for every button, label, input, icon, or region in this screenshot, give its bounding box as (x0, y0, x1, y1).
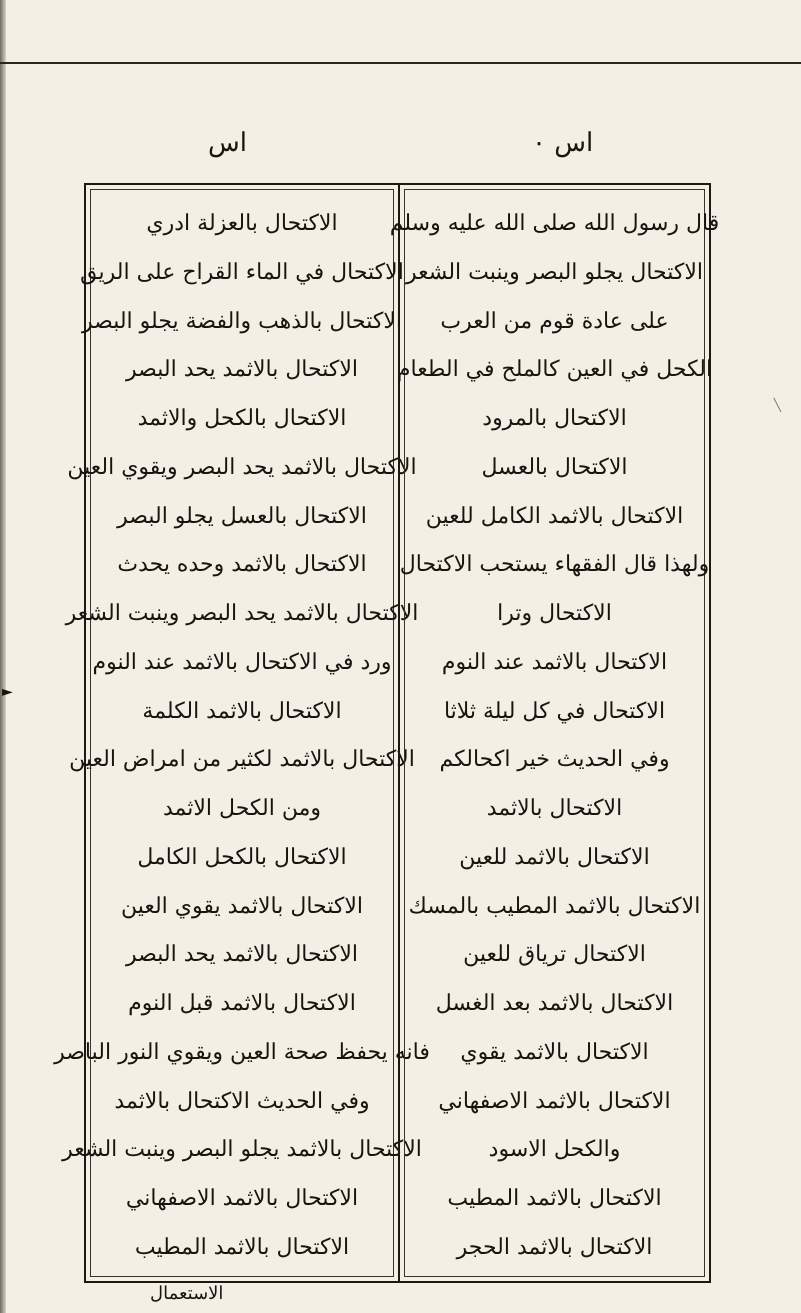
right-column-line: الاكتحال بالاثمد يقوي (460, 1039, 649, 1065)
left-column-line: الاكتحال في الماء القراح على الريق (80, 259, 404, 285)
right-column-line: الاكتحال بالاثمد الحجر (456, 1234, 653, 1260)
left-column-line: الاكتحال بالاثمد يحد البصر (126, 357, 358, 383)
right-column-line: الاكتحال في كل ليلة ثلاثا (443, 698, 666, 724)
left-column-line: الاكتحال بالاثمد الاصفهاني (125, 1186, 359, 1211)
right-column-lines (389, 204, 720, 1268)
right-column-line: وفي الحديث خير اكحالكم (439, 747, 670, 773)
margin-tick-mark: ╲ (773, 398, 781, 412)
right-column-line: الاكتحال بالاثمد عند النوم (441, 649, 668, 675)
left-column-line: الاكتحال بالعزلة ادري (146, 211, 338, 236)
left-column-line: الاكتحال بالاثمد الكلمة (142, 698, 342, 724)
margin-pointer-mark: ► (2, 684, 13, 700)
left-column-line: فانه يحفظ صحة العين ويقوي النور الباصر (54, 1039, 430, 1065)
left-column-line: الاكتحال بالاثمد يحد البصر ويقوي العين (67, 454, 417, 480)
right-column-line: الاكتحال بالاثمد الاصفهاني (438, 1088, 671, 1114)
left-column-lines (54, 204, 430, 1268)
right-column-line: الاكتحال يجلو البصر وينبت الشعر (405, 259, 704, 285)
left-column-line: الاكتحال بالاثمد يحد البصر وينبت الشعر (65, 601, 419, 626)
left-column-line: الاكتحال بالاثمد قبل النوم (128, 991, 356, 1016)
right-column-line: الاكتحال ترياق للعين (463, 942, 646, 968)
right-column-line: الاكتحال بالاثمد للعين (459, 844, 650, 870)
left-column-line: الاكتحال بالكحل الكامل (137, 844, 347, 870)
left-column-line: ومن الكحل الاثمد (162, 796, 322, 821)
left-column-line: الاكتحال بالاثمد وحده يحدث (117, 552, 367, 578)
left-column-line: الاكتحال بالاثمد يحد البصر (126, 942, 358, 968)
right-column-line: الاكتحال بالاثمد بعد الغسل (435, 991, 674, 1016)
left-column-line: الاكتحال بالاثمد يقوي العين (120, 893, 364, 919)
left-column-line: الاكتحال بالاثمد يجلو البصر وينبت الشعر (62, 1137, 422, 1163)
page-edge-shadow (0, 0, 6, 1313)
right-text-column (389, 183, 720, 1283)
right-column-line: الاكتحال بالاثمد المطيب (447, 1186, 662, 1211)
left-column-line: الاكتحال بالاثمد لكثير من امراض العين (69, 747, 415, 773)
left-column-line: وفي الحديث الاكتحال بالاثمد (114, 1088, 370, 1114)
right-column-line: قال رسول الله صلى الله عليه وسلم (389, 211, 720, 236)
right-column-inner-border (389, 189, 720, 1277)
left-column-line: الاكتحال بالكحل والاثمد (137, 406, 347, 431)
right-column-line: الاكتحال بالاثمد المطيب بالمسك (408, 893, 701, 919)
left-column-line: الاكتحال بالذهب والفضة يجلو البصر (82, 308, 402, 334)
left-column-line: الاكتحال بالعسل يجلو البصر (117, 503, 367, 529)
left-column-line: الاكتحال بالاثمد المطيب (134, 1234, 350, 1260)
left-column-header: اس (208, 128, 247, 158)
right-column-header: اس ٠ (532, 128, 594, 158)
right-column-line: الاكتحال بالاثمد (486, 796, 623, 821)
right-column-line: الاكتحال وترا (497, 601, 612, 626)
right-column-line: على عادة قوم من العرب (440, 308, 669, 334)
right-column-line: والكحل الاسود (488, 1137, 621, 1163)
right-column-line: الاكتحال بالاثمد الكامل للعين (425, 503, 684, 529)
top-rule-line (0, 62, 801, 64)
right-column-line: الاكتحال بالعسل (481, 454, 628, 480)
right-column-line: الاكتحال بالمرود (482, 406, 627, 431)
left-column-line: ورد في الاكتحال بالاثمد عند النوم (92, 649, 392, 675)
left-text-column (54, 183, 430, 1283)
right-column-line: الكحل في العين كالملح في الطعام (396, 357, 713, 383)
catchword: الاستعمال (150, 1283, 224, 1304)
left-column-inner-border (54, 189, 430, 1277)
right-column-line: ولهذا قال الفقهاء يستحب الاكتحال (399, 552, 710, 578)
